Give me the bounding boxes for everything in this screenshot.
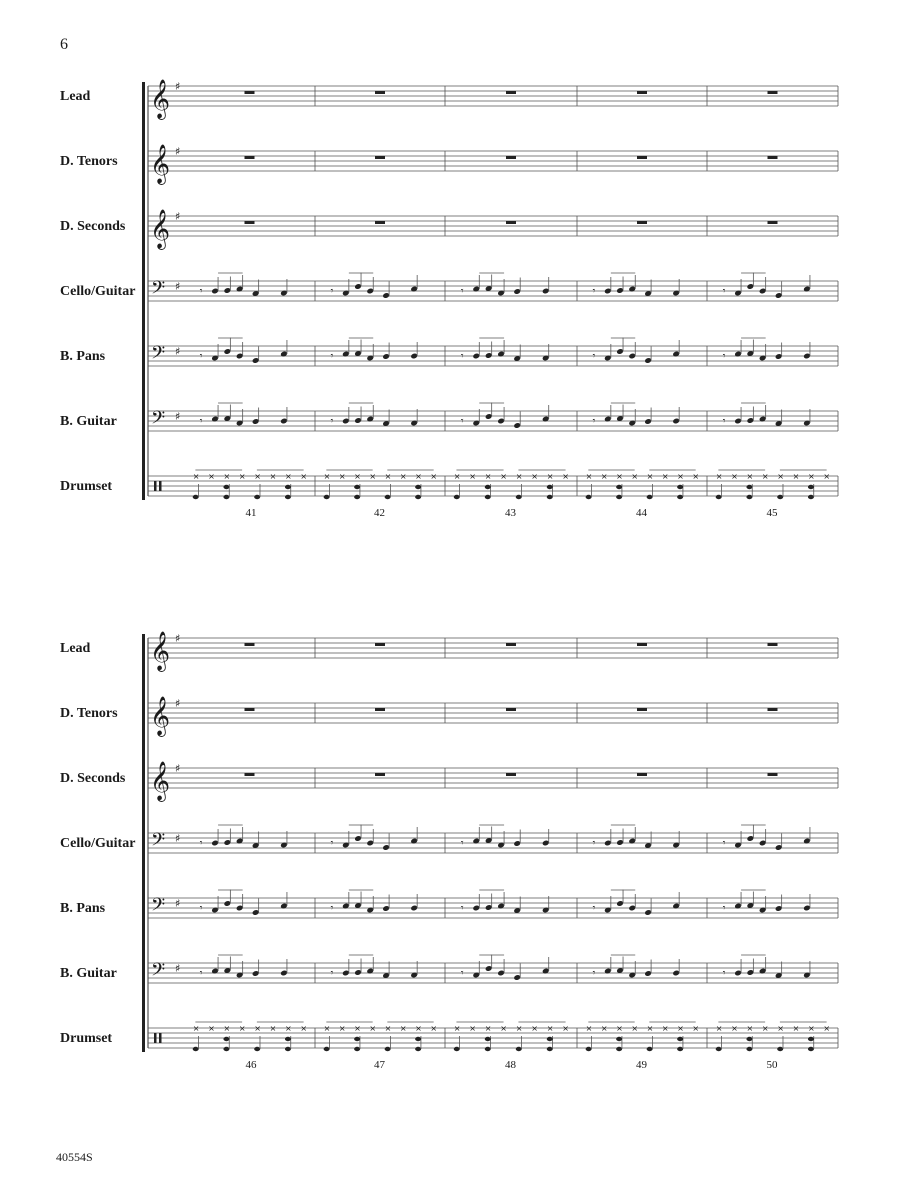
snare-note bbox=[485, 1037, 491, 1041]
kick-note bbox=[415, 1047, 421, 1051]
hihat-note: × bbox=[616, 472, 623, 481]
kick-note bbox=[254, 1047, 260, 1051]
staff-b-pans bbox=[60, 338, 838, 369]
hihat-note: × bbox=[338, 472, 346, 481]
bass-clef-icon: 𝄢 bbox=[151, 830, 166, 855]
hihat-note: × bbox=[500, 1024, 507, 1033]
kick-note bbox=[746, 1047, 752, 1051]
whole-rest-icon bbox=[637, 221, 647, 224]
hihat-note: × bbox=[715, 472, 723, 481]
hihat-note: × bbox=[746, 1024, 754, 1033]
sharp-icon: ♯ bbox=[175, 210, 181, 223]
instrument-label: B. Pans bbox=[60, 901, 106, 916]
snare-note bbox=[677, 1037, 683, 1041]
hihat-note: × bbox=[430, 1024, 438, 1033]
eighth-rest-icon: 𝄾 bbox=[722, 903, 726, 914]
kick-note bbox=[808, 1047, 814, 1051]
whole-rest-icon bbox=[506, 91, 516, 94]
hihat-note: × bbox=[646, 1024, 654, 1033]
hihat-note: × bbox=[354, 472, 361, 481]
hihat-note: × bbox=[192, 472, 200, 481]
kick-note bbox=[616, 495, 622, 499]
kick-note bbox=[454, 1047, 460, 1051]
system-1 bbox=[60, 79, 838, 519]
hihat-note: × bbox=[399, 1024, 407, 1033]
eighth-rest-icon: 𝄾 bbox=[330, 416, 334, 427]
hihat-note: × bbox=[338, 1024, 346, 1033]
staff-b-guitar bbox=[60, 403, 838, 434]
instrument-label: D. Seconds bbox=[60, 771, 126, 786]
hihat-note: × bbox=[631, 472, 639, 481]
hihat-note: × bbox=[453, 472, 461, 481]
eighth-rest-icon: 𝄾 bbox=[592, 351, 596, 362]
system-2 bbox=[60, 631, 838, 1071]
kick-note bbox=[547, 495, 553, 499]
hihat-note: × bbox=[546, 472, 554, 481]
hihat-note: × bbox=[731, 472, 738, 481]
treble-clef-icon: 𝄞 bbox=[150, 209, 171, 249]
snare-note bbox=[415, 1037, 421, 1041]
system-bracket bbox=[142, 634, 145, 1052]
eighth-rest-icon: 𝄾 bbox=[722, 416, 726, 427]
eighth-rest-icon: 𝄾 bbox=[199, 416, 203, 427]
hihat-note: × bbox=[777, 472, 784, 481]
whole-rest-icon bbox=[506, 708, 516, 711]
hihat-note: × bbox=[731, 1024, 738, 1033]
hihat-note: × bbox=[453, 1024, 461, 1033]
page-number: 6 bbox=[60, 36, 68, 53]
sharp-icon: ♯ bbox=[175, 410, 181, 423]
snare-note bbox=[485, 485, 491, 489]
kick-note bbox=[647, 495, 653, 499]
hihat-note: × bbox=[254, 472, 261, 481]
kick-note bbox=[616, 1047, 622, 1051]
hihat-note: × bbox=[761, 1024, 769, 1033]
hihat-note: × bbox=[369, 1024, 377, 1033]
eighth-rest-icon: 𝄾 bbox=[722, 838, 726, 849]
instrument-label: D. Tenors bbox=[60, 706, 118, 721]
percussion-clef-icon bbox=[159, 481, 162, 491]
kick-note bbox=[223, 495, 229, 499]
eighth-rest-icon: 𝄾 bbox=[592, 838, 596, 849]
hihat-note: × bbox=[692, 472, 700, 481]
instrument-label: Drumset bbox=[60, 479, 113, 494]
snare-note bbox=[223, 1037, 229, 1041]
whole-rest-icon bbox=[245, 156, 255, 159]
hihat-note: × bbox=[284, 1024, 292, 1033]
kick-note bbox=[223, 1047, 229, 1051]
kick-note bbox=[516, 495, 522, 499]
hihat-note: × bbox=[469, 1024, 476, 1033]
whole-rest-icon bbox=[245, 643, 255, 646]
hihat-note: × bbox=[323, 472, 331, 481]
treble-clef-icon: 𝄞 bbox=[150, 696, 171, 736]
bass-clef-icon: 𝄢 bbox=[151, 895, 166, 920]
measure-number: 41 bbox=[245, 507, 257, 519]
hihat-note: × bbox=[223, 472, 231, 481]
measure-number: 42 bbox=[374, 507, 385, 519]
eighth-rest-icon: 𝄾 bbox=[330, 968, 334, 979]
hihat-note: × bbox=[484, 472, 492, 481]
staff-d-tenors bbox=[60, 696, 838, 737]
eighth-rest-icon: 𝄾 bbox=[330, 903, 334, 914]
sharp-icon: ♯ bbox=[175, 345, 181, 358]
whole-rest-icon bbox=[768, 156, 778, 159]
staff-lead bbox=[60, 79, 838, 120]
kick-note bbox=[485, 495, 491, 499]
measure-number: 48 bbox=[505, 1059, 516, 1071]
measure-number: 43 bbox=[505, 507, 516, 519]
eighth-rest-icon: 𝄾 bbox=[330, 351, 334, 362]
staff-d-seconds bbox=[60, 761, 838, 802]
whole-rest-icon bbox=[506, 773, 516, 776]
kick-note bbox=[385, 1047, 391, 1051]
whole-rest-icon bbox=[637, 91, 647, 94]
staff-cello-guitar bbox=[60, 825, 838, 856]
hihat-note: × bbox=[415, 1024, 422, 1033]
snare-note bbox=[354, 485, 360, 489]
measure-number: 49 bbox=[636, 1059, 647, 1071]
snare-note bbox=[616, 485, 622, 489]
whole-rest-icon bbox=[375, 773, 385, 776]
snare-note bbox=[354, 1037, 360, 1041]
measure-number: 50 bbox=[766, 1059, 778, 1071]
catalog-number: 40554S bbox=[56, 1150, 93, 1164]
hihat-note: × bbox=[585, 1024, 593, 1033]
hihat-note: × bbox=[208, 472, 215, 481]
snare-note bbox=[808, 485, 814, 489]
treble-clef-icon: 𝄞 bbox=[150, 79, 171, 119]
hihat-note: × bbox=[807, 472, 815, 481]
hihat-note: × bbox=[792, 1024, 800, 1033]
treble-clef-icon: 𝄞 bbox=[150, 761, 171, 801]
eighth-rest-icon: 𝄾 bbox=[460, 286, 464, 297]
kick-note bbox=[485, 1047, 491, 1051]
whole-rest-icon bbox=[637, 156, 647, 159]
hihat-note: × bbox=[616, 1024, 623, 1033]
hihat-note: × bbox=[692, 1024, 700, 1033]
eighth-rest-icon: 𝄾 bbox=[722, 968, 726, 979]
hihat-note: × bbox=[384, 1024, 392, 1033]
hihat-note: × bbox=[469, 472, 476, 481]
kick-note bbox=[586, 495, 592, 499]
hihat-note: × bbox=[646, 472, 654, 481]
eighth-rest-icon: 𝄾 bbox=[592, 286, 596, 297]
hihat-note: × bbox=[546, 1024, 554, 1033]
staff-b-pans bbox=[60, 890, 838, 921]
hihat-note: × bbox=[354, 1024, 361, 1033]
kick-note bbox=[354, 495, 360, 499]
kick-note bbox=[647, 1047, 653, 1051]
staff-d-tenors bbox=[60, 144, 838, 185]
snare-note bbox=[547, 1037, 553, 1041]
hihat-note: × bbox=[515, 472, 523, 481]
eighth-rest-icon: 𝄾 bbox=[199, 903, 203, 914]
kick-note bbox=[254, 495, 260, 499]
hihat-note: × bbox=[562, 472, 569, 481]
kick-note bbox=[677, 495, 683, 499]
instrument-label: B. Pans bbox=[60, 349, 106, 364]
hihat-note: × bbox=[238, 472, 246, 481]
kick-note bbox=[193, 1047, 199, 1051]
hihat-note: × bbox=[677, 472, 684, 481]
whole-rest-icon bbox=[506, 643, 516, 646]
whole-rest-icon bbox=[375, 643, 385, 646]
hihat-note: × bbox=[238, 1024, 246, 1033]
hihat-note: × bbox=[661, 1024, 669, 1033]
treble-clef-icon: 𝄞 bbox=[150, 631, 171, 671]
snare-note bbox=[415, 485, 421, 489]
hihat-note: × bbox=[284, 472, 292, 481]
kick-note bbox=[324, 495, 330, 499]
sharp-icon: ♯ bbox=[175, 280, 181, 293]
kick-note bbox=[415, 495, 421, 499]
whole-rest-icon bbox=[375, 156, 385, 159]
snare-note bbox=[223, 485, 229, 489]
eighth-rest-icon: 𝄾 bbox=[199, 351, 203, 362]
hihat-note: × bbox=[746, 472, 754, 481]
hihat-note: × bbox=[369, 472, 377, 481]
hihat-note: × bbox=[531, 1024, 538, 1033]
staff-drumset bbox=[60, 470, 838, 499]
sharp-icon: ♯ bbox=[175, 145, 181, 158]
kick-note bbox=[285, 495, 291, 499]
eighth-rest-icon: 𝄾 bbox=[330, 838, 334, 849]
hihat-note: × bbox=[515, 1024, 523, 1033]
kick-note bbox=[285, 1047, 291, 1051]
hihat-note: × bbox=[300, 1024, 308, 1033]
bass-clef-icon: 𝄢 bbox=[151, 278, 166, 303]
staff-drumset bbox=[60, 1022, 838, 1051]
eighth-rest-icon: 𝄾 bbox=[722, 286, 726, 297]
hihat-note: × bbox=[192, 1024, 200, 1033]
instrument-label: B. Guitar bbox=[60, 414, 117, 429]
hihat-note: × bbox=[677, 1024, 684, 1033]
hihat-note: × bbox=[792, 472, 800, 481]
instrument-label: Cello/Guitar bbox=[60, 284, 136, 299]
kick-note bbox=[385, 495, 391, 499]
whole-rest-icon bbox=[506, 221, 516, 224]
hihat-note: × bbox=[600, 472, 608, 481]
hihat-note: × bbox=[823, 472, 831, 481]
bass-clef-icon: 𝄢 bbox=[151, 408, 166, 433]
hihat-note: × bbox=[823, 1024, 831, 1033]
kick-note bbox=[547, 1047, 553, 1051]
hihat-note: × bbox=[269, 1024, 277, 1033]
measure-number: 45 bbox=[766, 507, 778, 519]
eighth-rest-icon: 𝄾 bbox=[460, 903, 464, 914]
hihat-note: × bbox=[384, 472, 392, 481]
eighth-rest-icon: 𝄾 bbox=[330, 286, 334, 297]
whole-rest-icon bbox=[768, 91, 778, 94]
whole-rest-icon bbox=[768, 708, 778, 711]
kick-note bbox=[716, 1047, 722, 1051]
hihat-note: × bbox=[562, 1024, 569, 1033]
eighth-rest-icon: 𝄾 bbox=[592, 903, 596, 914]
staff-cello-guitar bbox=[60, 273, 838, 304]
hihat-note: × bbox=[631, 1024, 639, 1033]
hihat-note: × bbox=[323, 1024, 331, 1033]
hihat-note: × bbox=[223, 1024, 231, 1033]
snare-note bbox=[285, 485, 291, 489]
sharp-icon: ♯ bbox=[175, 697, 181, 710]
instrument-label: Drumset bbox=[60, 1031, 113, 1046]
snare-note bbox=[746, 485, 752, 489]
snare-note bbox=[746, 1037, 752, 1041]
instrument-label: Lead bbox=[60, 641, 91, 656]
whole-rest-icon bbox=[245, 91, 255, 94]
whole-rest-icon bbox=[245, 708, 255, 711]
hihat-note: × bbox=[761, 472, 769, 481]
snare-note bbox=[808, 1037, 814, 1041]
instrument-label: Lead bbox=[60, 89, 91, 104]
whole-rest-icon bbox=[375, 221, 385, 224]
hihat-note: × bbox=[777, 1024, 784, 1033]
eighth-rest-icon: 𝄾 bbox=[460, 416, 464, 427]
eighth-rest-icon: 𝄾 bbox=[199, 838, 203, 849]
sharp-icon: ♯ bbox=[175, 762, 181, 775]
sharp-icon: ♯ bbox=[175, 80, 181, 93]
percussion-clef-icon bbox=[159, 1033, 162, 1043]
eighth-rest-icon: 𝄾 bbox=[199, 286, 203, 297]
sharp-icon: ♯ bbox=[175, 897, 181, 910]
snare-note bbox=[677, 485, 683, 489]
whole-rest-icon bbox=[637, 773, 647, 776]
whole-rest-icon bbox=[637, 708, 647, 711]
eighth-rest-icon: 𝄾 bbox=[460, 838, 464, 849]
staff-b-guitar bbox=[60, 955, 838, 986]
kick-note bbox=[516, 1047, 522, 1051]
instrument-label: D. Seconds bbox=[60, 219, 126, 234]
snare-note bbox=[547, 485, 553, 489]
whole-rest-icon bbox=[245, 221, 255, 224]
treble-clef-icon: 𝄞 bbox=[150, 144, 171, 184]
kick-note bbox=[777, 1047, 783, 1051]
whole-rest-icon bbox=[506, 156, 516, 159]
hihat-note: × bbox=[269, 472, 277, 481]
instrument-label: Cello/Guitar bbox=[60, 836, 136, 851]
hihat-note: × bbox=[484, 1024, 492, 1033]
bass-clef-icon: 𝄢 bbox=[151, 960, 166, 985]
percussion-clef-icon bbox=[154, 481, 157, 491]
whole-rest-icon bbox=[375, 91, 385, 94]
kick-note bbox=[354, 1047, 360, 1051]
kick-note bbox=[777, 495, 783, 499]
staff-lead bbox=[60, 631, 838, 672]
snare-note bbox=[285, 1037, 291, 1041]
staff-d-seconds bbox=[60, 209, 838, 250]
instrument-label: D. Tenors bbox=[60, 154, 118, 169]
measure-number: 46 bbox=[245, 1059, 257, 1071]
eighth-rest-icon: 𝄾 bbox=[460, 351, 464, 362]
kick-note bbox=[808, 495, 814, 499]
kick-note bbox=[716, 495, 722, 499]
hihat-note: × bbox=[807, 1024, 815, 1033]
kick-note bbox=[454, 495, 460, 499]
measure-number: 44 bbox=[636, 507, 647, 519]
whole-rest-icon bbox=[768, 221, 778, 224]
instrument-label: B. Guitar bbox=[60, 966, 117, 981]
sharp-icon: ♯ bbox=[175, 962, 181, 975]
whole-rest-icon bbox=[637, 643, 647, 646]
kick-note bbox=[746, 495, 752, 499]
hihat-note: × bbox=[430, 472, 438, 481]
system-bracket bbox=[142, 82, 145, 500]
measure-number: 47 bbox=[374, 1059, 385, 1071]
hihat-note: × bbox=[600, 1024, 608, 1033]
sharp-icon: ♯ bbox=[175, 632, 181, 645]
sharp-icon: ♯ bbox=[175, 832, 181, 845]
whole-rest-icon bbox=[245, 773, 255, 776]
hihat-note: × bbox=[208, 1024, 215, 1033]
eighth-rest-icon: 𝄾 bbox=[460, 968, 464, 979]
snare-note bbox=[616, 1037, 622, 1041]
kick-note bbox=[324, 1047, 330, 1051]
eighth-rest-icon: 𝄾 bbox=[592, 416, 596, 427]
whole-rest-icon bbox=[375, 708, 385, 711]
hihat-note: × bbox=[531, 472, 538, 481]
hihat-note: × bbox=[415, 472, 422, 481]
kick-note bbox=[586, 1047, 592, 1051]
percussion-clef-icon bbox=[154, 1033, 157, 1043]
hihat-note: × bbox=[585, 472, 593, 481]
bass-clef-icon: 𝄢 bbox=[151, 343, 166, 368]
kick-note bbox=[677, 1047, 683, 1051]
hihat-note: × bbox=[661, 472, 669, 481]
whole-rest-icon bbox=[768, 643, 778, 646]
hihat-note: × bbox=[254, 1024, 261, 1033]
hihat-note: × bbox=[300, 472, 308, 481]
eighth-rest-icon: 𝄾 bbox=[592, 968, 596, 979]
hihat-note: × bbox=[715, 1024, 723, 1033]
hihat-note: × bbox=[399, 472, 407, 481]
kick-note bbox=[193, 495, 199, 499]
whole-rest-icon bbox=[768, 773, 778, 776]
eighth-rest-icon: 𝄾 bbox=[199, 968, 203, 979]
hihat-note: × bbox=[500, 472, 507, 481]
eighth-rest-icon: 𝄾 bbox=[722, 351, 726, 362]
